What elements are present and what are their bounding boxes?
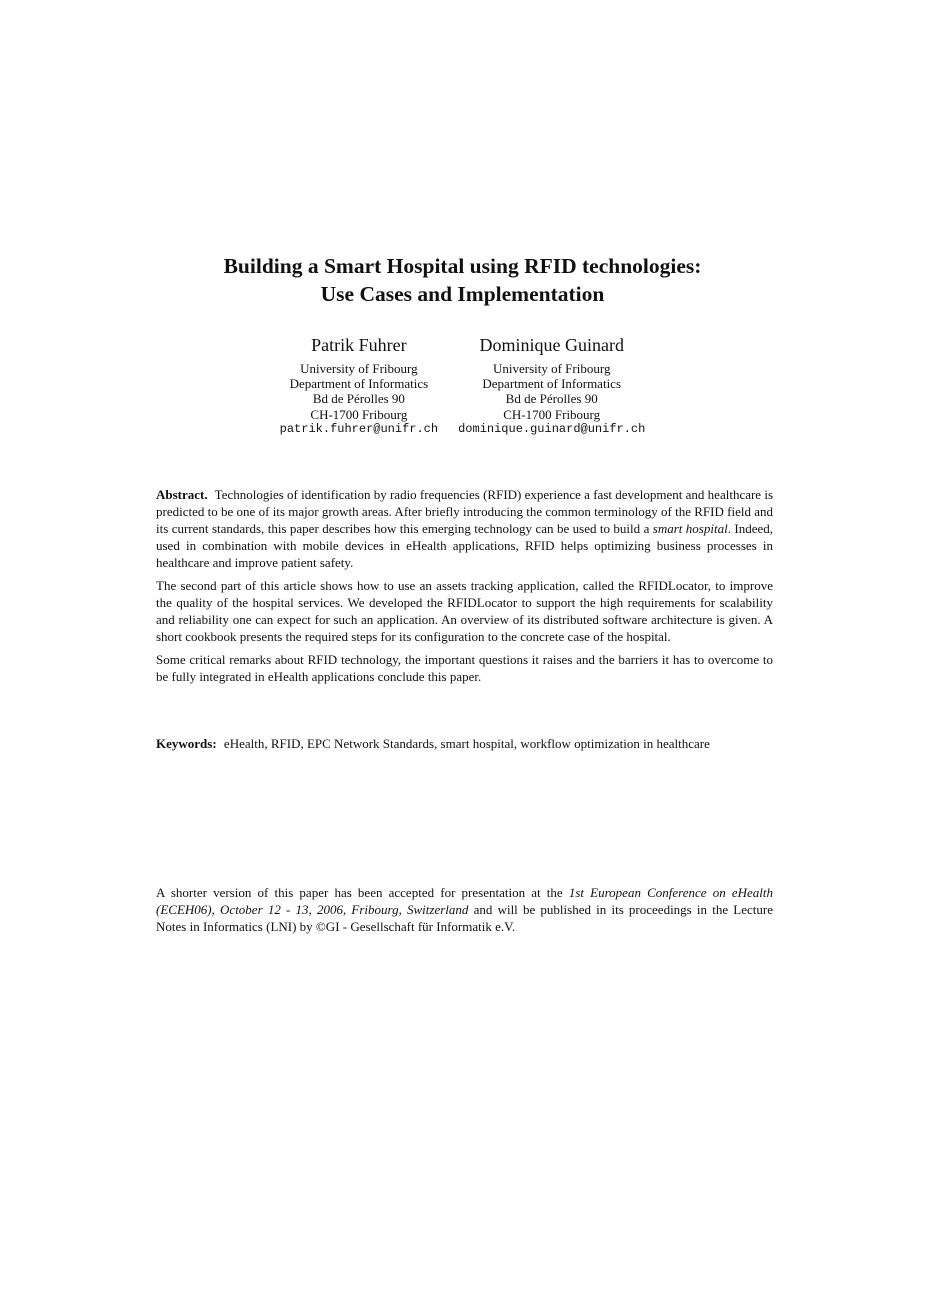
author-affiliation-line: University of Fribourg [492, 361, 611, 376]
author-email: dominique.guinard@unifr.ch [458, 421, 646, 436]
author-affiliation-line: Bd de Pérolles 90 [505, 391, 598, 407]
author-block [0, 334, 925, 437]
abstract-paragraph-2: The second part of this article shows how to use an assets tracking application, called the RFIDLocator, to improve the quality of the hospital services. We developed the RFIDLocator to support the high requirements for scalability and reliability one can expect for such an application. An overview of its distributed software architecture is given. A short cookbook presents the required steps for its configuration to the concrete case of the hospital. [156, 578, 773, 644]
abstract-text: Technologies of identification by radio frequencies (RFID) experience a fast development and healthcare is predicted to be one of its major growth areas. After briefly introducing the common terminology of the RFID field and its current standards, this paper describes how this emerging technology can be used to build a [156, 487, 774, 536]
abstract-paragraph-3: Some critical remarks about RFID technology, the important questions it raises and the barriers it has to overcome to be fully integrated in eHealth applications conclude this paper. [156, 652, 773, 684]
abstract-emphasis: smart hospital [652, 521, 728, 536]
title-line-1: Building a Smart Hospital using RFID technologies: [223, 254, 702, 278]
author-email: patrik.fuhrer@unifr.ch [279, 421, 439, 436]
author-2 [458, 334, 645, 437]
author-affiliation-line: University of Fribourg [300, 361, 418, 376]
author-affiliation-line: Department of Informatics [289, 376, 429, 392]
note-conference: 1st European Conference on eHealth (ECEH06), October 12 - 13, 2006, Fribourg, Switzerland [156, 885, 773, 917]
title-line-2: Use Cases and Implementation [320, 282, 605, 306]
abstract [156, 486, 773, 691]
author-affiliation-line: Department of Informatics [482, 376, 622, 392]
paper-title [0, 252, 925, 308]
note-text: and will be published in its proceedings in the Lecture Notes in Informatics (LNI) by ©GI - Gesellschaft für Informatik e.V. [156, 902, 773, 934]
keywords-label: Keywords: [156, 736, 217, 751]
keywords-text: eHealth, RFID, EPC Network Standards, smart hospital, workflow optimization in healthcare [223, 736, 710, 751]
author-affiliation-line: CH-1700 Fribourg [503, 406, 601, 422]
author-affiliation-line: Bd de Pérolles 90 [312, 391, 405, 407]
publication-note [156, 884, 773, 935]
note-text: A shorter version of this paper has been accepted for presentation at the [156, 885, 569, 900]
keywords [156, 735, 773, 752]
abstract-label: Abstract. [156, 487, 208, 502]
abstract-paragraph-1 [156, 486, 773, 571]
abstract-text: . Indeed, used in combination with mobile devices in eHealth applications, RFID helps optimizing business processes in healthcare and improve patient safety. [156, 521, 773, 570]
author-affiliation-line: CH-1700 Fribourg [310, 406, 408, 422]
author-name: Patrik Fuhrer [311, 335, 407, 355]
author-1 [280, 334, 438, 437]
author-name: Dominique Guinard [479, 335, 624, 355]
